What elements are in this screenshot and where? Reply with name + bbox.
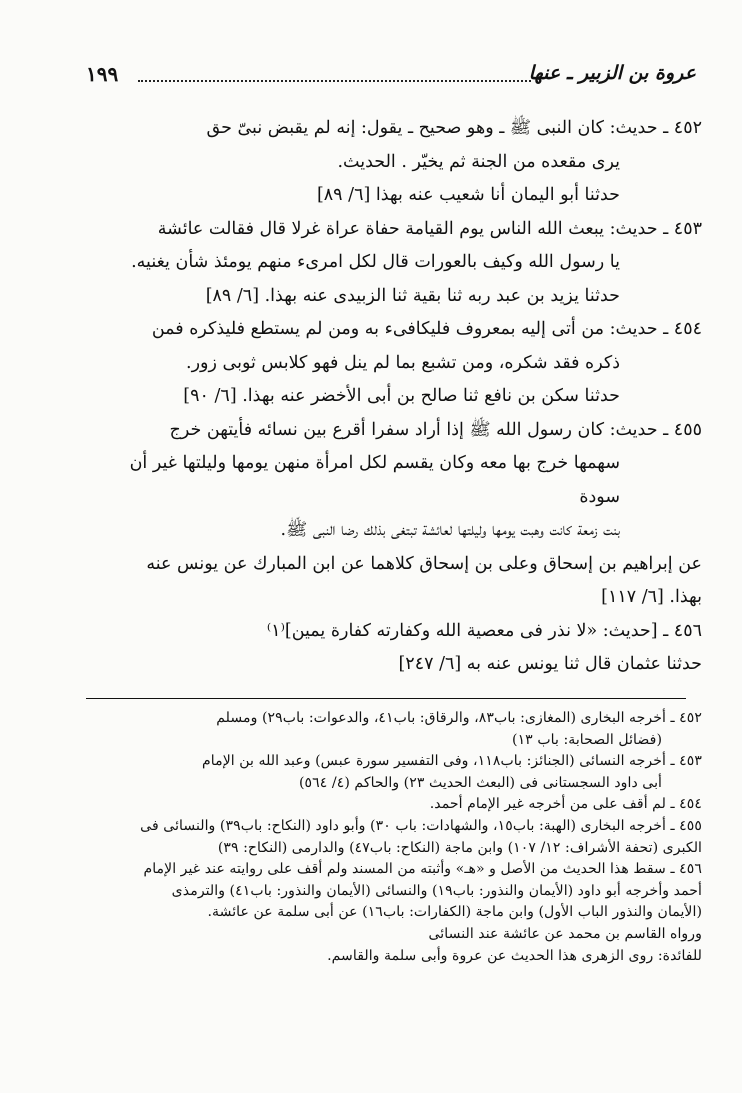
- footnote-line: الكبرى (تحفة الأشراف: ١٢/ ١٠٧) وابن ماجة (النكاح: باب٤٧) والدارمى (النكاح: ٣٩): [217, 839, 702, 856]
- footnote-line: للفائدة: روى الزهرى هذا الحديث عن عروة وأبى سلمة والقاسم.: [327, 947, 702, 964]
- hadith-list: [86, 112, 702, 682]
- hadith-455: [86, 414, 702, 615]
- footnotes: [86, 708, 702, 967]
- hadith-sanad: حدثنا يزيد بن عبد ربه ثنا بقية ثنا الزبيدى عنه بهذا. [٦/ ٨٩]: [205, 285, 620, 306]
- hadith-sanad: حدثنا سكن بن نافع ثنا صالح بن أبى الأخضر عنه بهذا. [٦/ ٩٠]: [183, 386, 620, 406]
- hadith-line: ذكره فقد شكره، ومن تشبع بما لم ينل فهو كلابس ثوبى زور.: [186, 352, 620, 373]
- hadith-line: ٤٥٦ ـ [حديث: «لا نذر فى معصية الله وكفارته كفارة يمين]⁽١⁾: [266, 620, 702, 641]
- hadith-line: يرى مقعده من الجنة ثم يخيّر . الحديث.: [337, 151, 620, 172]
- hadith-452: [86, 112, 702, 213]
- hadith-line: بنت زمعة كانت وهبت يومها وليلتها لعائشة تبتغى بذلك رضا النبى ﷺ.: [280, 520, 620, 540]
- footnote-line: ٤٥٣ ـ أخرجه النسائى (الجنائز: باب١١٨، وفى التفسير سورة عبس) وعبد الله بن الإمام: [202, 753, 702, 770]
- hadith-line: ٤٥٣ ـ حديث: يبعث الله الناس يوم القيامة حفاة عراة غرلا قال فقالت عائشة: [157, 218, 702, 239]
- footnote-line: أبى داود السجستانى فى (البعث الحديث ٢٣) والحاكم (٤/ ٥٦٤): [298, 774, 662, 791]
- hadith-454: [86, 313, 702, 414]
- hadith-sanad: عن إبراهيم بن إسحاق وعلى بن إسحاق كلاهما عن ابن المبارك عن يونس عنه: [146, 553, 702, 574]
- hadith-456: [86, 615, 702, 682]
- leader-dots: [138, 80, 531, 82]
- running-title: عروة بن الزبير ـ عنها: [528, 62, 696, 84]
- footnote-line: أحمد وأخرجه أبو داود (الأيمان والنذور: باب١٩) والنسائى (الأيمان والنذور: باب٤١) والترمذى: [171, 882, 702, 899]
- hadith-line: ٤٥٢ ـ حديث: كان النبى ﷺ ـ وهو صحيح ـ يقول: إنه لم يقبض نبىّ حق: [206, 118, 702, 138]
- footnote-divider: [86, 698, 686, 699]
- page-number: ١٩٩: [86, 62, 119, 86]
- page-header: [86, 62, 696, 92]
- footnote-line: (الأيمان والنذور الباب الأول) وابن ماجة (الكفارات: باب١٦) عن أبى سلمة عن عائشة.: [207, 904, 702, 921]
- hadith-sanad: بهذا. [٦/ ١١٧]: [601, 587, 702, 607]
- hadith-sanad: حدثنا عثمان قال ثنا يونس عنه به [٦/ ٢٤٧]: [398, 654, 702, 674]
- footnote-line: ٤٥٥ ـ أخرجه البخارى (الهبة: باب١٥، والشهادات: باب ٣٠) وأبو داود (النكاح: باب٣٩) والنسائى فى: [140, 817, 702, 834]
- footnote-line: ورواه القاسم بن محمد عن عائشة عند النسائى: [428, 925, 702, 942]
- footnote-line: (فضائل الصحابة: باب ١٣): [512, 731, 662, 748]
- hadith-line: ٤٥٤ ـ حديث: من أتى إليه بمعروف فليكافىء به ومن لم يستطع فليذكره فمن: [151, 319, 702, 339]
- footnote-line: ٤٥٢ ـ أخرجه البخارى (المغازى: باب٨٣، والرقاق: باب٤١، والدعوات: باب٢٩) ومسلم: [216, 710, 702, 726]
- footnote-line: ٤٥٦ ـ سقط هذا الحديث من الأصل و «هـ» وأثبته من المسند ولم أقف على روايته عند غير الإمام: [143, 861, 702, 878]
- footnote-line: ٤٥٤ ـ لم أقف على من أخرجه غير الإمام أحمد.: [429, 796, 702, 813]
- hadith-line: ٤٥٥ ـ حديث: كان رسول الله ﷺ إذا أراد سفرا أقرع بين نسائه فأيتهن خرج: [169, 419, 702, 440]
- hadith-sanad: حدثنا أبو اليمان أنا شعيب عنه بهذا [٦/ ٨٩]: [316, 185, 620, 205]
- hadith-453: [86, 213, 702, 314]
- hadith-line: سهمها خرج بها معه وكان يقسم لكل امرأة منهن يومها وليلتها غير أن سودة: [129, 453, 620, 507]
- hadith-line: يا رسول الله وكيف بالعورات قال لكل امرىء منهم يومئذ شأن يغنيه.: [131, 252, 620, 272]
